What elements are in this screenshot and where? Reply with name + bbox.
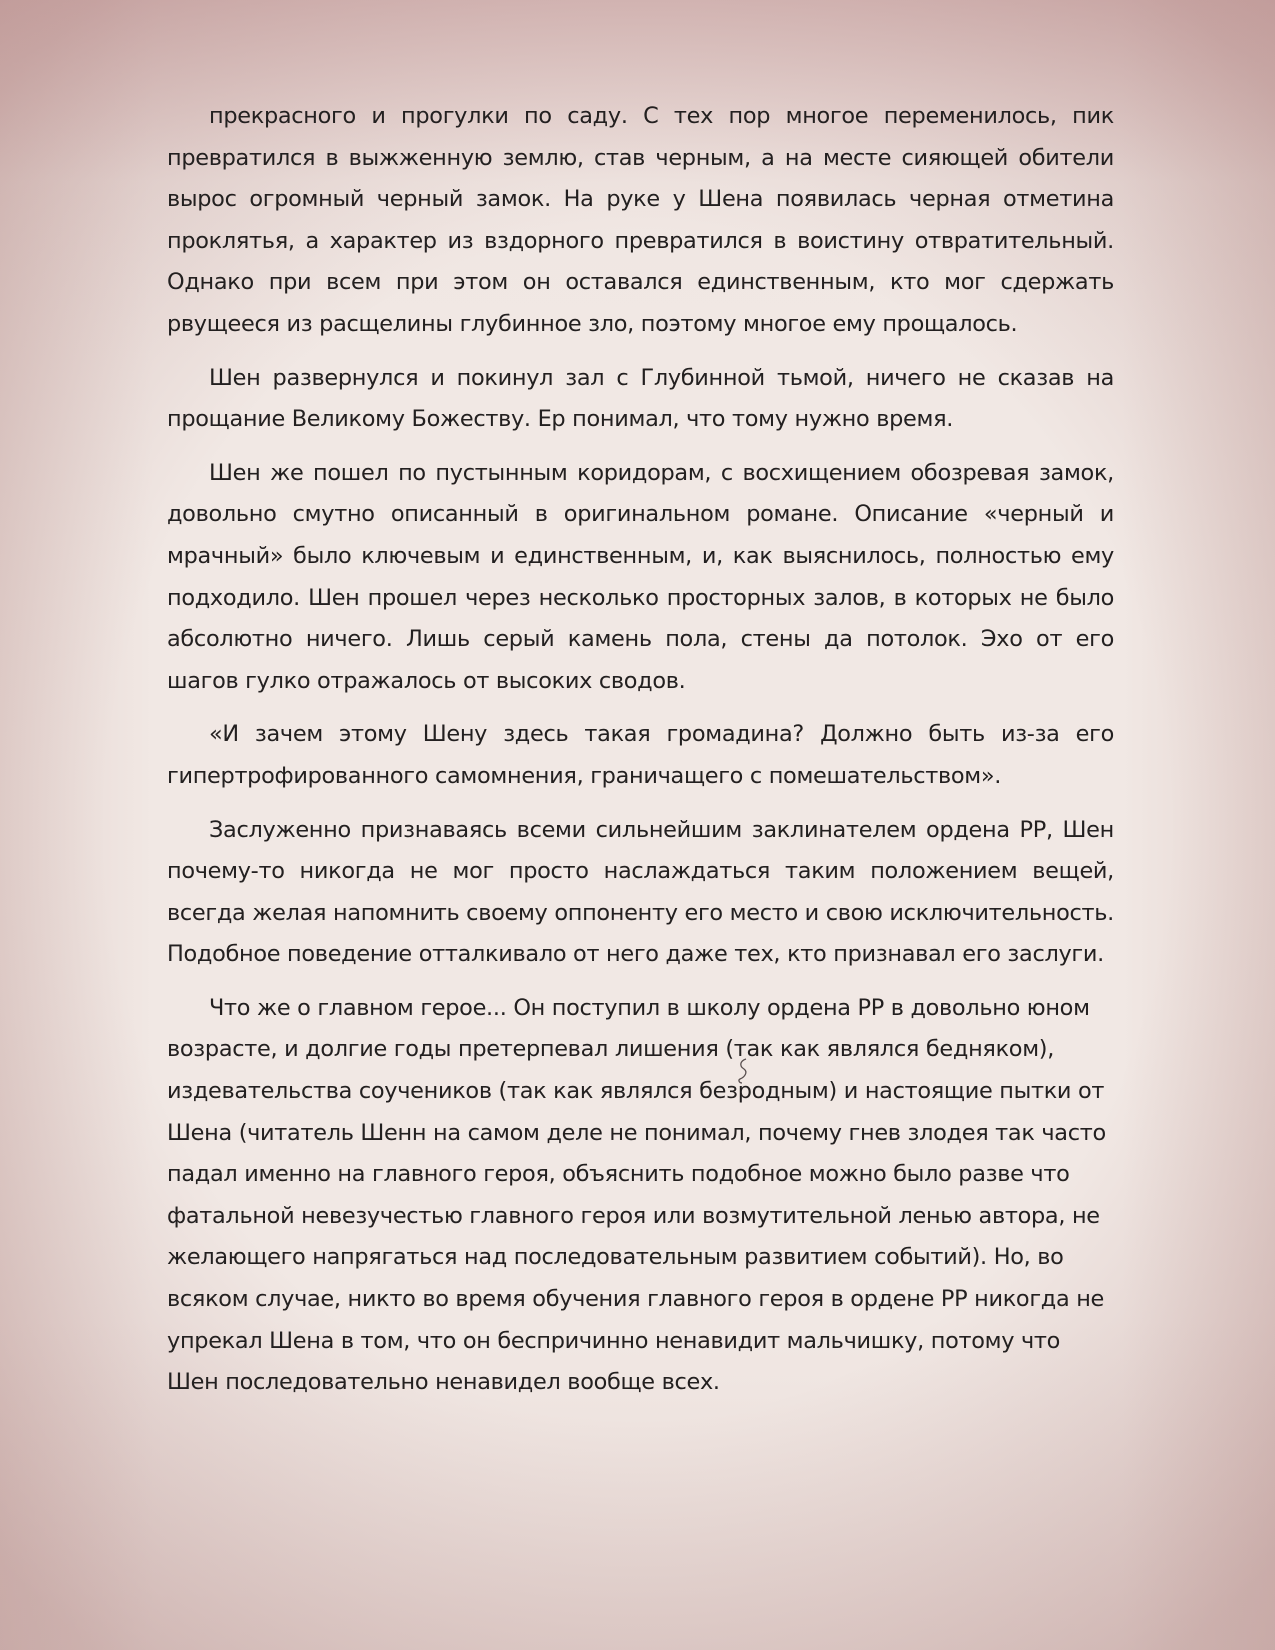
paragraph: Заслуженно признаваясь всеми сильнейшим заклинателем ордена РР, Шен почему-то никогда не мог просто наслаждаться таким положением вещей, всегда желая напомнить своему оппоненту его место и свою исключительность. Подобное поведение отталкивало от него даже тех, кто признавал его заслуги. (167, 816, 1114, 968)
paragraph: «И зачем этому Шену здесь такая громадина? Должно быть из-за его гипертрофированного самомнения, граничащего с помешательством». (167, 721, 1114, 789)
paragraph: Что же о главном герое... Он поступил в школу ордена РР в довольно юном возрасте, и долгие годы претерпевал лишения (так как являлся бедняком), издевательства соучеников (так как являлся безродным) и настоящие пытки от Шена (читатель Шенн на самом деле не понимал, почему гнев злодея так часто падал именно на главного героя, объяснить подобное можно было разве что фатальной невезучестью главного героя или возмутительной ленью автора, не желающего напрягаться над последовательным развитием событий). Но, во всяком случае, никто во время обучения главного героя в ордене РР никогда не упрекал Шена в том, что он беспричинно ненавидит мальчишку, потому что Шен последовательно ненавидел вообще всех. (167, 994, 1106, 1396)
text-block (167, 96, 1114, 1416)
swirl-ornament (736, 1057, 750, 1085)
paragraph: Шен же пошел по пустынным коридорам, с восхищением обозревая замок, довольно смутно описанный в оригинальном романе. Описание «черный и мрачный» было ключевым и единственным, и, как выяснилось, полностью ему подходило. Шен прошел через несколько просторных залов, в которых не было абсолютно ничего. Лишь серый камень пола, стены да потолок. Эхо от его шагов гулко отражалось от высоких сводов. (167, 459, 1114, 694)
paragraph: прекрасного и прогулки по саду. С тех пор многое переменилось, пик превратился в выжженную землю, став черным, а на месте сияющей обители вырос огромный черный замок. На руке у Шена появилась черная отметина проклятья, а характер из вздорного превратился в воистину отвратительный. Однако при всем при этом он оставался единственным, кто мог сдержать рвущееся из расщелины глубинное зло, поэтому многое ему прощалось. (167, 103, 1114, 337)
paragraph: Шен развернулся и покинул зал с Глубинной тьмой, ничего не сказав на прощание Великому Божеству. Ер понимал, что тому нужно время. (167, 364, 1114, 433)
